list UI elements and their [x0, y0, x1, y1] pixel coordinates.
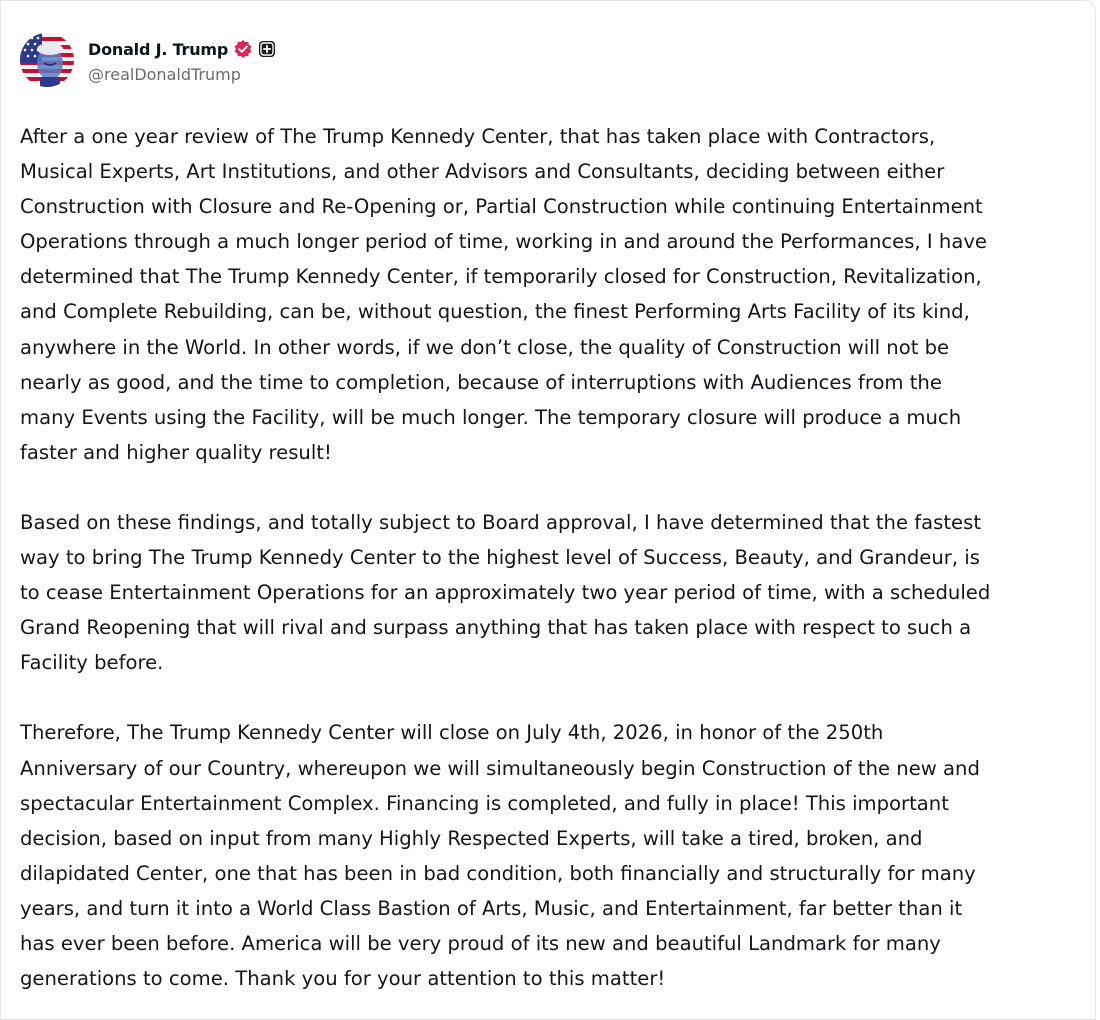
author-handle[interactable]: @realDonaldTrump [88, 65, 241, 84]
author-name-row [88, 38, 276, 60]
author-display-name[interactable]: Donald J. Trump [88, 39, 229, 59]
post-paragraph-2 [20, 505, 1090, 680]
author-info [88, 38, 276, 84]
text-line: faster and higher quality result! [20, 440, 332, 464]
text-line: years, and turn it into a World Class Bastion of Arts, Music, and Entertainment, far better than it [20, 896, 963, 920]
text-line: Operations through a much longer period of time, working in and around the Performances, I have [20, 230, 987, 254]
text-line: Facility before. [20, 651, 164, 675]
text-line: Construction with Closure and Re-Opening or, Partial Construction while continuing Entertainment [20, 195, 983, 219]
text-line: and Complete Rebuilding, can be, without question, the finest Performing Arts Facility of its kind, [20, 300, 970, 324]
text-line: many Events using the Facility, will be much longer. The temporary closure will produce a much [20, 405, 962, 429]
text-line: Anniversary of our Country, whereupon we will simultaneously begin Construction of the new and [20, 756, 980, 780]
text-line: has ever been before. America will be very proud of its new and beautiful Landmark for many [20, 931, 941, 955]
post-header [20, 33, 276, 87]
plus-badge-icon [258, 40, 276, 58]
text-line: Based on these findings, and totally subject to Board approval, I have determined that the fastest [20, 510, 982, 534]
paragraph-gap [20, 470, 1090, 505]
verified-badge-icon [233, 39, 253, 59]
text-line: spectacular Entertainment Complex. Financing is completed, and fully in place! This important [20, 791, 949, 815]
text-line: to cease Entertainment Operations for an approximately two year period of time, with a scheduled [20, 581, 991, 605]
text-line: decision, based on input from many Highly Respected Experts, will take a tired, broken, and [20, 826, 923, 850]
post-paragraph-1 [20, 119, 1090, 470]
text-line: Musical Experts, Art Institutions, and other Advisors and Consultants, deciding between either [20, 160, 945, 184]
text-line: generations to come. Thank you for your attention to this matter! [20, 967, 666, 991]
post-paragraph-3 [20, 715, 1090, 996]
text-line: way to bring The Trump Kennedy Center to the highest level of Success, Beauty, and Grandeur, is [20, 546, 980, 570]
text-line: Grand Reopening that will rival and surpass anything that has taken place with respect to such a [20, 616, 972, 640]
text-line: Therefore, The Trump Kennedy Center will close on July 4th, 2026, in honor of the 250th [20, 721, 884, 745]
text-line: determined that The Trump Kennedy Center, if temporarily closed for Construction, Revitalization, [20, 265, 982, 289]
avatar[interactable] [20, 33, 74, 87]
text-line: anywhere in the World. In other words, if we don’t close, the quality of Construction will not be [20, 335, 950, 359]
post-body [20, 119, 1090, 996]
text-line: dilapidated Center, one that has been in bad condition, both financially and structurally for many [20, 861, 976, 885]
text-line: nearly as good, and the time to completion, because of interruptions with Audiences from the [20, 370, 942, 394]
text-line: After a one year review of The Trump Kennedy Center, that has taken place with Contractors, [20, 125, 936, 148]
paragraph-gap [20, 680, 1090, 715]
avatar-flag-portrait-icon [20, 33, 74, 87]
